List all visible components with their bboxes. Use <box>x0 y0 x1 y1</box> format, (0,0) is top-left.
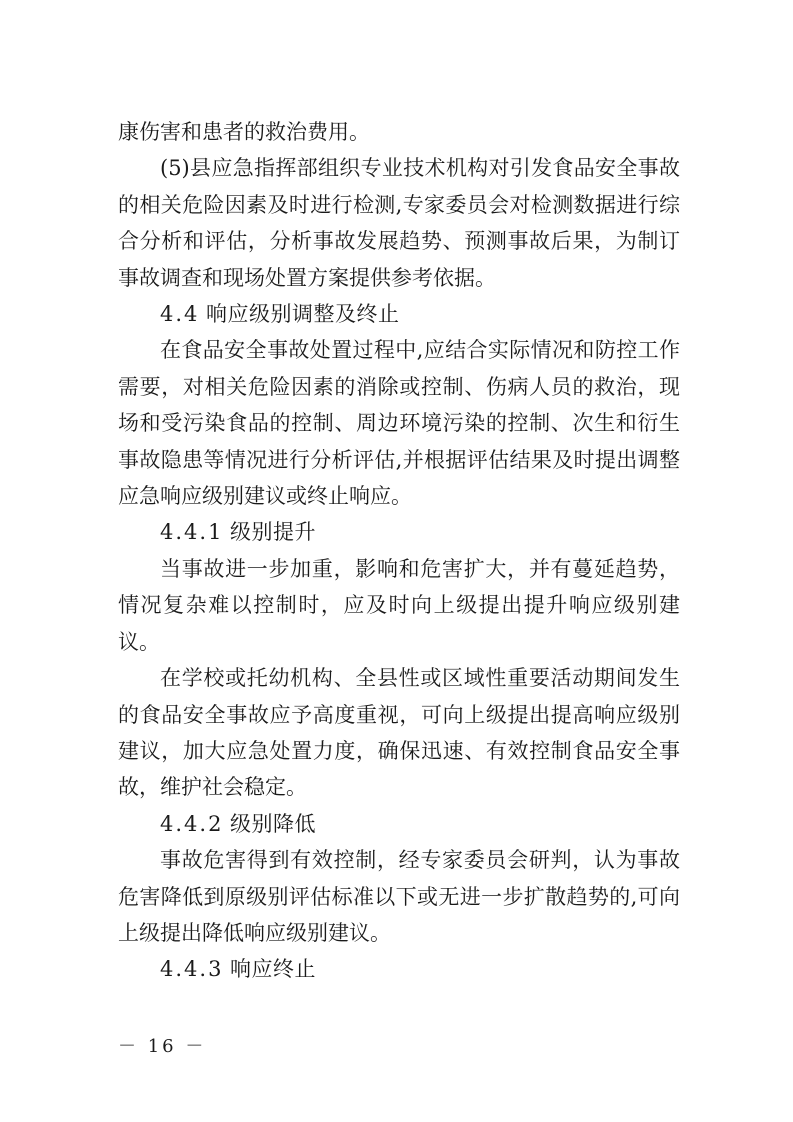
paragraph-downgrade: 事故危害得到有效控制，经专家委员会研判，认为事故危害降低到原级别评估标准以下或无进一步扩散趋势的,可向上级提出降低响应级别建议。 <box>118 848 680 945</box>
section-number: 4.4 <box>160 302 200 327</box>
paragraph-escalation: 当事故进一步加重，影响和危害扩大，并有蔓延趋势，情况复杂难以控制时，应及时向上级提出提升响应级别建议。 <box>118 556 680 654</box>
section-heading-4-4 <box>118 296 680 332</box>
body-text <box>118 114 680 988</box>
paragraph-continuation: 康伤害和患者的救治费用。 <box>118 120 370 144</box>
section-number: 4.4.1 <box>160 520 224 545</box>
section-title: 响应终止 <box>230 957 316 982</box>
paragraph-adjustment: 在食品安全事故处置过程中,应结合实际情况和防控工作需要，对相关危险因素的消除或控制、伤病人员的救治，现场和受污染食品的控制、周边环境污染的控制、次生和衍生事故隐患等情况进行分析评估,并根据评估结果及时提出调整应急响应级别建议或终止响应。 <box>118 338 680 509</box>
section-number: 4.4.2 <box>160 811 224 836</box>
section-title: 级别提升 <box>230 520 316 545</box>
section-heading-4-4-1 <box>118 514 680 550</box>
paragraph-schools: 在学校或托幼机构、全县性或区域性重要活动期间发生的食品安全事故应予高度重视，可向上级提出提高响应级别建议，加大应急处置力度，确保迅速、有效控制食品安全事故，维护社会稳定。 <box>118 666 680 800</box>
section-title: 级别降低 <box>230 811 316 836</box>
section-number: 4.4.3 <box>160 957 224 982</box>
section-title: 响应级别调整及终止 <box>206 302 400 327</box>
section-heading-4-4-3 <box>118 951 680 987</box>
paragraph-item-5: (5)县应急指挥部组织专业技术机构对引发食品安全事故的相关危险因素及时进行检测,专家委员会对检测数据进行综合分析和评估，分析事故发展趋势、预测事故后果，为制订事故调查和现场处置方案提供参考依据。 <box>118 156 680 290</box>
section-heading-4-4-2 <box>118 806 680 842</box>
page-number: － 16 － <box>118 1036 207 1057</box>
